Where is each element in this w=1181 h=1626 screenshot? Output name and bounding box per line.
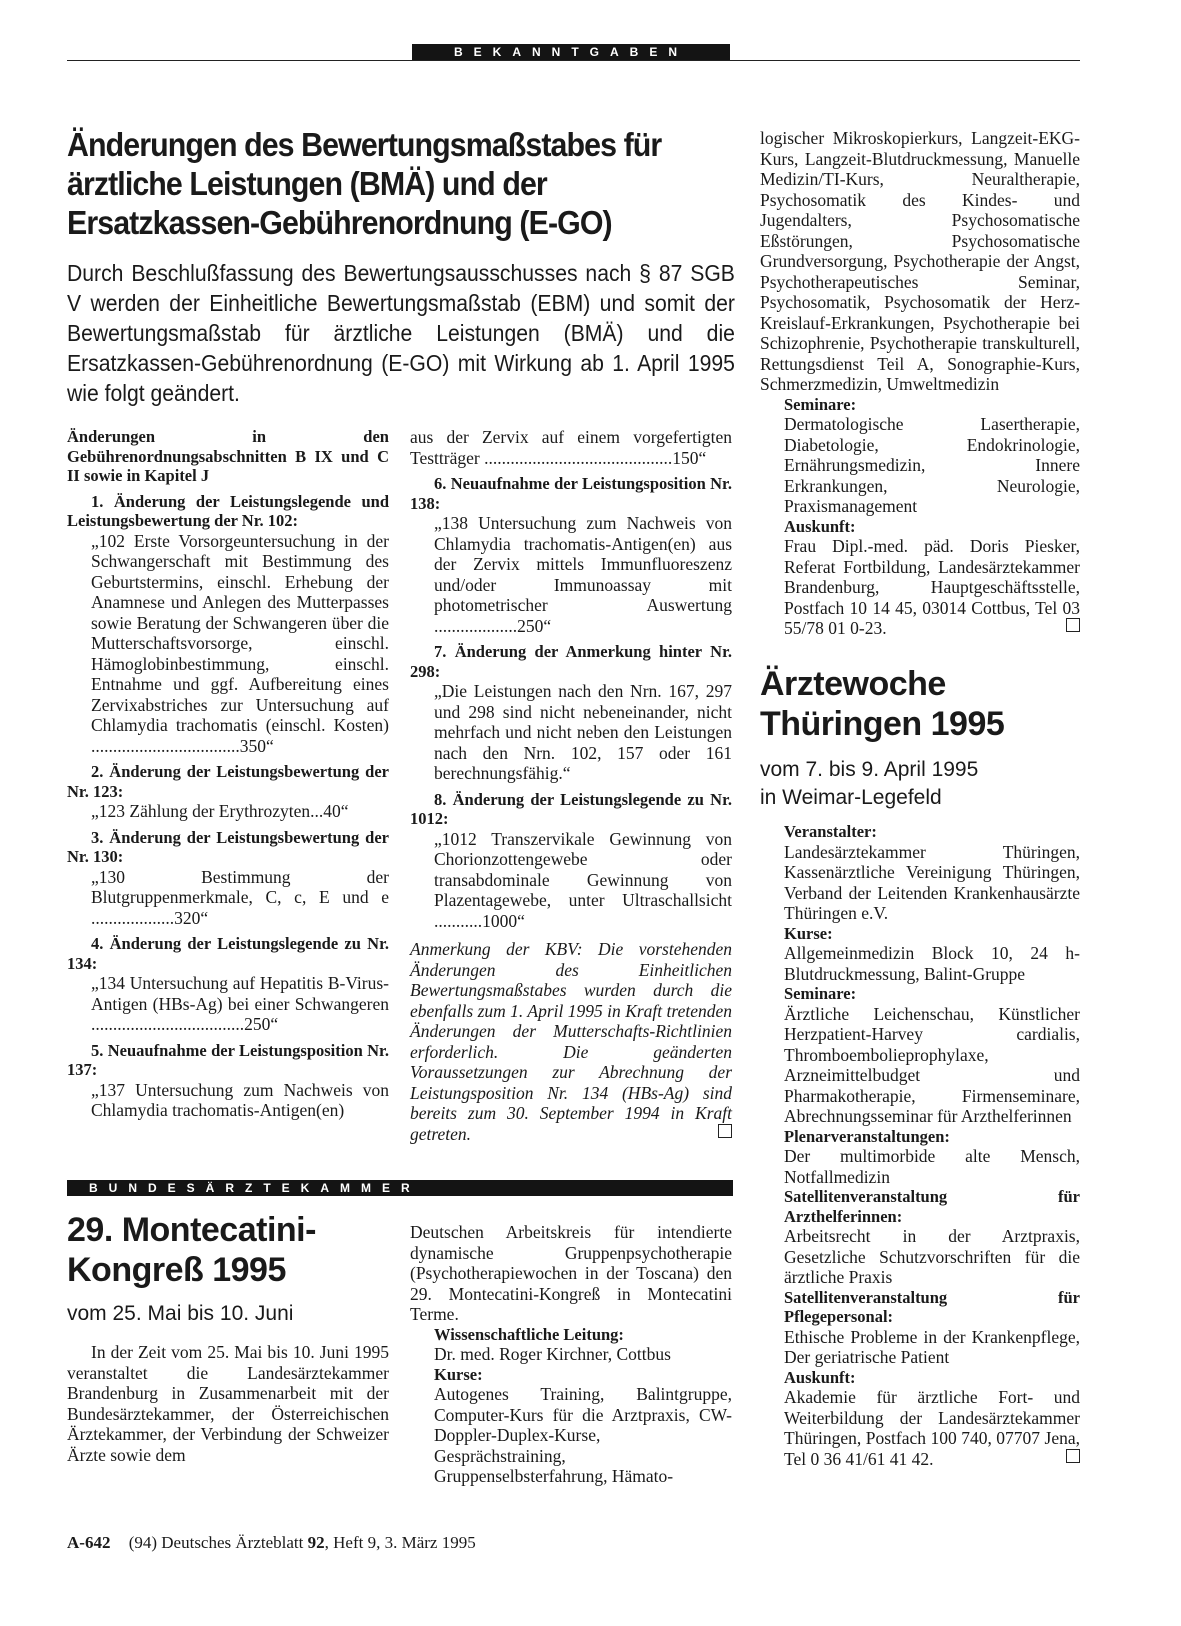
- satellite-1-text: Arbeitsrecht in der Arztpraxis, Gesetzliche Schutzvorschriften für die ärztliche Praxis: [784, 1226, 1080, 1287]
- satellite-1-label: Satellitenveranstaltung für Arzthelferinnen:: [784, 1187, 1080, 1226]
- item-text-6: „138 Untersuchung zum Nachweis von Chlamydia trachomatis-Antigen(en) aus der Zervix mittels Immunfluoreszenz und/oder Immunoassay mit photometrischer Auswertung ...................250“: [434, 513, 732, 636]
- item-text-2: „123 Zählung der Erythrozyten...40“: [91, 801, 349, 821]
- article3-subtitle-1: vom 7. bis 9. April 1995: [760, 758, 979, 781]
- end-mark-icon: [1066, 1449, 1080, 1463]
- article2-title-line-1: 29. Montecatini-: [67, 1211, 316, 1249]
- article2-body: [67, 1342, 389, 1465]
- article3-body: [760, 822, 1080, 1469]
- plenar-text: Der multimorbide alte Mensch, Notfallmedizin: [784, 1146, 1080, 1187]
- seminare-label: Seminare:: [784, 394, 857, 414]
- kurse-text: Autogenes Training, Balintgruppe, Computer-Kurs für die Arztpraxis, CW-Doppler-Duplex-Kurse, Gesprächstraining, Gruppenselbsterfahrung, Hämato-: [434, 1384, 732, 1486]
- article2-title-line-2: Kongreß 1995: [67, 1251, 286, 1289]
- leitung-label: Wissenschaftliche Leitung:: [434, 1324, 624, 1344]
- section-label-bundesaerztekammer: BUNDESÄRZTEKAMMER: [67, 1180, 733, 1196]
- article2-text-cont: Deutschen Arbeitskreis für intendierte dynamische Gruppenpsychotherapie (Psychotherapiewochen in der Toscana) den 29. Montecatini-Kongreß in Montecatini Terme.: [410, 1222, 732, 1324]
- item-text-1: „102 Erste Vorsorgeuntersuchung in der Schwangerschaft mit Bestimmung des Geburtstermins, einschl. Erhebung der Anamnese und Anlegen des Mutterpasses sowie Beratung der Schwangeren über die Mutterschaftsvorsorge, einschl. Hämoglobinbestimmung, einschl. Entnahme und ggf. Aufbereitung eines Zervixabstriches zur Untersuchung auf Chlamydia trachomatis (einschl. Kosten) ..................................350“: [91, 530, 389, 756]
- item-text-8: „1012 Transzervikale Gewinnung von Chorionzottengewebe oder transabdominale Gewinnung von Plazentagewebe, unter Ultraschallsicht ...........1000“: [434, 828, 732, 931]
- item-heading-8: 8. Änderung der Leistungslegende zu Nr. 1012:: [410, 789, 732, 828]
- satellite-2-text: Ethische Probleme in der Krankenpflege, Der geriatrische Patient: [784, 1326, 1080, 1367]
- auskunft-text: Frau Dipl.-med. päd. Doris Piesker, Referat Fortbildung, Landesärztekammer Brandenburg, Hauptgeschäftsstelle, Postfach 10 14 45, 03014 Cottbus, Tel 03 55/78 01 0-23.: [784, 536, 1080, 638]
- title-line-3: Ersatzkassen-Gebührenordnung (E-GO): [67, 204, 612, 241]
- article2-heading: [67, 1210, 389, 1328]
- article1-column-1: [67, 427, 389, 1121]
- auskunft-text: Akademie für ärztliche Fort- und Weiterbildung der Landesärztekammer Thüringen, Postfach 100 740, 07707 Jena, Tel 0 36 41/61 41 42.: [784, 1387, 1080, 1469]
- title-line-2: ärztliche Leistungen (BMÄ) und der: [67, 165, 547, 202]
- item-heading-1: 1. Änderung der Leistungslegende und Leistungsbewertung der Nr. 102:: [67, 491, 389, 530]
- item-heading-7: 7. Änderung der Anmerkung hinter Nr. 298:: [410, 642, 732, 681]
- title-line-1: Änderungen des Bewertungsmaßstabes für: [67, 126, 662, 163]
- citation-prefix: (94) Deutsches Ärzteblatt: [128, 1533, 304, 1552]
- article1-column-2: [410, 427, 732, 1144]
- article3-heading: [760, 664, 1080, 812]
- item-text-4: „134 Untersuchung auf Hepatitis B-Virus-Antigen (HBs-Ag) bei einer Schwangeren ...................................250“: [91, 973, 389, 1034]
- item-text-5: „137 Untersuchung zum Nachweis von Chlamydia trachomatis-Antigen(en): [91, 1079, 389, 1120]
- end-mark-icon: [718, 1124, 732, 1138]
- article-title: [67, 125, 729, 242]
- veranstalter-label: Veranstalter:: [784, 822, 877, 841]
- article2-text: In der Zeit vom 25. Mai bis 10. Juni 1995 veranstaltet die Landesärztekammer Brandenburg in Zusammenarbeit mit der Bundesärztekammer, der Österreichischen Ärztekammer, der Verbindung der Schweizer Ärzte sowie dem: [67, 1342, 389, 1465]
- article3-title-line-2: Thüringen 1995: [760, 705, 1005, 743]
- kbv-note: Anmerkung der KBV: Die vorstehenden Änderungen des Einheitlichen Bewertungsmaßstabes wurden durch die ebenfalls zum 1. April 1995 in Kraft tretenden Änderungen der Mutterschafts-Richtlinien erforderlich. Die geänderten Voraussetzungen zur Abrechnung der Leistungsposition Nr. 134 (HBs-Ag) sind bereits zum 30. September 1994 in Kraft getreten.: [410, 939, 732, 1144]
- item-text-5-cont: aus der Zervix auf einem vorgefertigten Testträger ...........................................150“: [410, 427, 732, 468]
- item-heading-3: 3. Änderung der Leistungsbewertung der Nr. 130:: [67, 827, 389, 866]
- article3-title-line-1: Ärztewoche: [760, 665, 946, 703]
- article-lead: Durch Beschlußfassung des Bewertungsausschusses nach § 87 SGB V werden der Einheitliche Bewertungsmaßstab (EBM) und somit der Bewertungsmaßstab für ärztliche Leistungen (BMÄ) und die Ersatzkassen-Gebührenordnung (E-GO) mit Wirkung ab 1. April 1995 wie folgt geändert.: [67, 260, 735, 406]
- satellite-2-label: Satellitenveranstaltung für Pflegepersonal:: [784, 1287, 1080, 1326]
- section-label-bekanntgaben: BEKANNTGABEN: [412, 44, 730, 60]
- article2-column-2: [410, 1222, 732, 1487]
- kurse-continued: logischer Mikroskopierkurs, Langzeit-EKG-Kurs, Langzeit-Blutdruckmessung, Manuelle Medizin/TI-Kurs, Neuraltherapie, Psychosomatik des Kindes- und Jugendalters, Psychosomatische Eßstörungen, Psychosomatische Grundversorgung, Psychotherapie der Angst, Psychotherapeutisches Seminar, Psychosomatik, Psychosomatik der Herz-Kreislauf-Erkrankungen, Psychotherapie bei Schizophrenie, Psychotherapie transkulturell, Rettungsdienst Teil A, Sonographie-Kurs, Schmerzmedizin, Umweltmedizin: [760, 128, 1080, 394]
- kurse-text: Allgemeinmedizin Block 10, 24 h-Blutdruckmessung, Balint-Gruppe: [784, 943, 1080, 984]
- page-number: A-642: [67, 1533, 111, 1552]
- veranstalter-text: Landesärztekammer Thüringen, Kassenärztliche Vereinigung Thüringen, Verband der Leitenden Krankenhausärzte Thüringen e.V.: [784, 841, 1080, 923]
- auskunft-label: Auskunft:: [784, 516, 856, 536]
- kurse-label: Kurse:: [784, 923, 833, 943]
- item-heading-6: 6. Neuaufnahme der Leistungsposition Nr. 138:: [410, 474, 732, 513]
- seminare-text: Dermatologische Lasertherapie, Diabetologie, Endokrinologie, Ernährungsmedizin, Innere Erkrankungen, Neurologie, Praxismanagement: [784, 414, 1080, 516]
- seminare-label: Seminare:: [784, 984, 857, 1003]
- item-heading-5: 5. Neuaufnahme der Leistungsposition Nr. 137:: [67, 1040, 389, 1079]
- item-heading-2: 2. Änderung der Leistungsbewertung der Nr. 123:: [67, 762, 389, 801]
- article2-subtitle: vom 25. Mai bis 10. Juni: [67, 1302, 294, 1325]
- kurse-label: Kurse:: [434, 1364, 483, 1384]
- page-footer: [67, 1533, 767, 1553]
- item-heading-4: 4. Änderung der Leistungslegende zu Nr. 134:: [67, 934, 389, 973]
- column-3-continued: [760, 128, 1080, 639]
- leitung-text: Dr. med. Roger Kirchner, Cottbus: [434, 1344, 671, 1364]
- citation-volume: 92: [307, 1533, 325, 1552]
- header-rule: [67, 60, 1080, 61]
- article3-subtitle-2: in Weimar-Legefeld: [760, 786, 942, 809]
- item-text-7: „Die Leistungen nach den Nrn. 167, 297 und 298 sind nicht nebeneinander, nicht mehrfach und nicht neben den Leistungen nach den Nrn. 102, 157 oder 161 berechnungsfähig.“: [434, 681, 732, 783]
- intro-heading: Änderungen in den Gebührenordnungsabschnitten B IX und C II sowie in Kapitel J: [67, 427, 389, 485]
- plenar-label: Plenarveranstaltungen:: [784, 1126, 950, 1146]
- citation-suffix: , Heft 9, 3. März 1995: [324, 1533, 476, 1552]
- item-text-3: „130 Bestimmung der Blutgruppenmerkmale, C, c, E und e ...................320“: [91, 866, 389, 928]
- end-mark-icon: [1066, 618, 1080, 632]
- auskunft-label: Auskunft:: [784, 1367, 856, 1387]
- seminare-text: Ärztliche Leichenschau, Künstlicher Herzpatient-Harvey cardialis, Thromboembolieprophylaxe, Arzneimittelbudget und Pharmakotherapie, Firmenseminare, Abrechnungsseminar für Arzthelferinnen: [784, 1003, 1080, 1126]
